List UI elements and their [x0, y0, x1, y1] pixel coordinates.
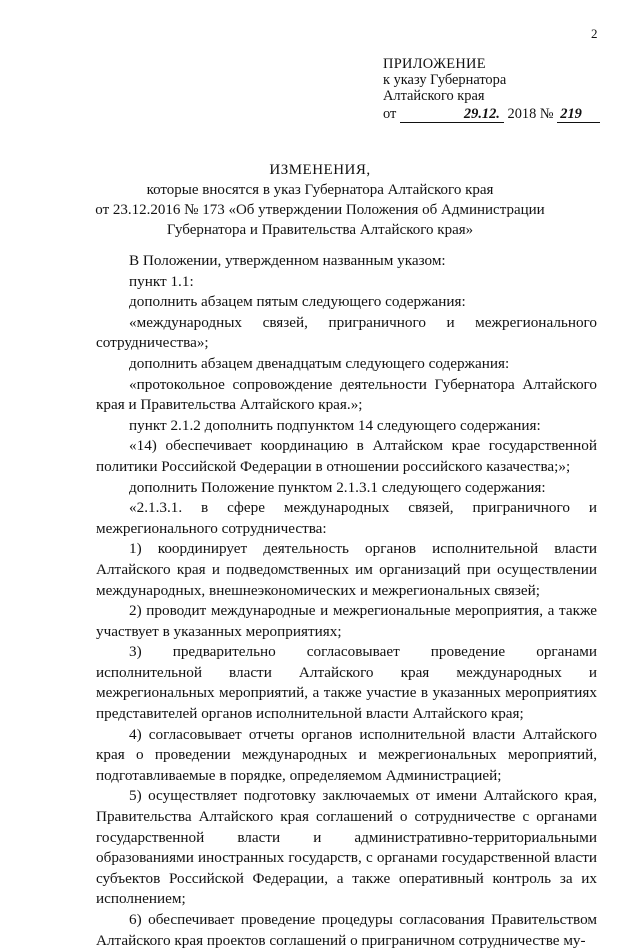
body-paragraph: «14) обеспечивает координацию в Алтайском крае государственной политики Российской Федерации в отношении российского казачества;»;	[96, 437, 597, 475]
body-paragraph: «2.1.3.1. в сфере международных связей, приграничного и межрегионального сотрудничества:	[96, 499, 597, 537]
appendix-line-region: Алтайского края	[383, 88, 485, 104]
body-paragraph: 2) проводит международные и межрегиональные мероприятия, а также участвует в указанных мероприятиях;	[96, 602, 597, 640]
appendix-block	[383, 56, 600, 123]
body-paragraph: дополнить абзацем двенадцатым следующего содержания:	[129, 354, 510, 372]
appendix-heading: ПРИЛОЖЕНИЕ	[383, 56, 486, 72]
body-paragraph: дополнить Положение пунктом 2.1.3.1 следующего содержания:	[129, 478, 546, 496]
body-paragraph: 1) координирует деятельность органов исполнительной власти Алтайского края и подведомственных им организаций при осуществлении международных, внешнеэкономических и межрегиональных связей;	[96, 540, 597, 599]
decree-number: 219	[557, 106, 600, 123]
appendix-date-line	[383, 106, 600, 123]
decree-year: 2018	[507, 106, 537, 122]
document-body	[96, 251, 597, 951]
body-paragraph: 4) согласовывает отчеты органов исполнительной власти Алтайского края о проведении международных и межрегиональных мероприятий, подготавливаемые в порядке, определяемом Администрацией;	[96, 725, 597, 784]
body-paragraph: «протокольное сопровождение деятельности Губернатора Алтайского края и Правительства Алтайского края.»;	[96, 375, 597, 414]
decree-date: 29.12.	[400, 106, 504, 123]
body-paragraph: 6) обеспечивает проведение процедуры согласования Правительством Алтайского края проектов соглашений о приграничном сотрудничестве му-	[96, 911, 597, 949]
appendix-line-decree: к указу Губернатора	[383, 72, 507, 88]
title-line-1: ИЗМЕНЕНИЯ,	[269, 162, 371, 178]
page-number: 2	[591, 26, 598, 41]
title-line-2: которые вносятся в указ Губернатора Алтайского края	[146, 182, 494, 198]
number-sign: №	[539, 106, 554, 122]
document-title	[0, 160, 640, 240]
body-paragraph: пункт 2.1.2 дополнить подпунктом 14 следующего содержания:	[129, 416, 541, 434]
body-paragraph: пункт 1.1:	[129, 272, 194, 290]
body-paragraph: В Положении, утвержденном названным указом:	[129, 252, 446, 269]
body-paragraph: дополнить абзацем пятым следующего содержания:	[129, 293, 466, 311]
body-paragraph: «международных связей, приграничного и межрегионального сотрудничества»;	[96, 313, 597, 352]
body-paragraph: 5) осуществляет подготовку заключаемых от имени Алтайского края, Правительства Алтайского края соглашений о сотрудничестве с органами государственной власти и административно-территориальными образованиями иностранных государств, с органами государственной власти субъектов Российской Федерации, а также оперативный контроль за их исполнением;	[96, 787, 597, 908]
title-line-3: от 23.12.2016 № 173 «Об утверждении Положения об Администрации	[95, 202, 545, 218]
body-paragraph: 3) предварительно согласовывает проведение органами исполнительной власти Алтайского края международных и межрегиональных мероприятий, а также участие в указанных мероприятиях представителей органов исполнительной власти Алтайского края;	[96, 643, 597, 723]
date-prefix: от	[383, 106, 397, 122]
title-line-4: Губернатора и Правительства Алтайского края»	[166, 222, 474, 238]
